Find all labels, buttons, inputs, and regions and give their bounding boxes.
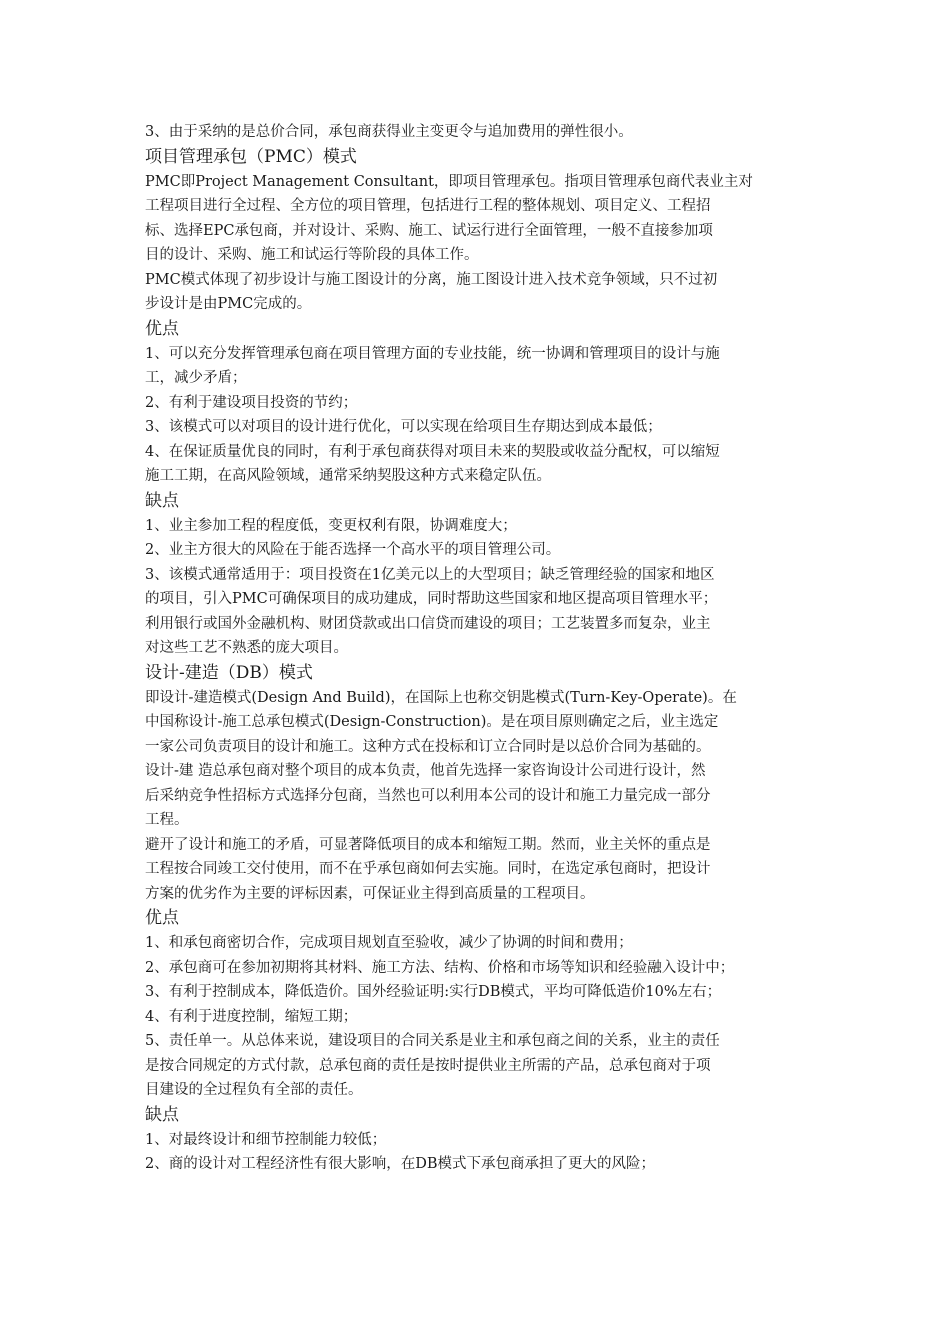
text-line: 后采纳竞争性招标方式选择分包商，当然也可以利用本公司的设计和施工力量完成一部分 — [145, 787, 711, 804]
text-line: 步设计是由PMC完成的。 — [145, 296, 312, 312]
text-line: 即设计-建造模式(Design And Build)，在国际上也称交钥匙模式(Turn-Key-Operate)。在 — [145, 689, 737, 706]
text-line: 4、在保证质量优良的同时，有利于承包商获得对项目未来的契股或收益分配权，可以缩短 — [145, 443, 720, 460]
text-line: 3、该模式可以对项目的设计进行优化，可以实现在给项目生存期达到成本最低； — [145, 419, 662, 435]
text-line: 目的设计、采购、施工和试运行等阶段的具体工作。 — [145, 247, 479, 263]
text-line: 1、业主参加工程的程度低，变更权利有限，协调难度大； — [145, 517, 517, 534]
text-line: 2、有利于建设项目投资的节约； — [145, 394, 358, 411]
text-line: 1、可以充分发挥管理承包商在项目管理方面的专业技能，统一协调和管理项目的设计与施 — [145, 345, 720, 362]
section-heading: 缺点 — [145, 1104, 179, 1125]
text-line: 利用银行或国外金融机构、财团贷款或出口信贷而建设的项目；工艺装置多而复杂，业主 — [145, 615, 711, 632]
text-line: 避开了设计和施工的矛盾，可显著降低项目的成本和缩短工期。然而，业主关怀的重点是 — [145, 836, 711, 853]
text-line: 4、有利于进度控制，缩短工期； — [145, 1008, 358, 1025]
text-line: PMC模式体现了初步设计与施工图设计的分离，施工图设计进入技术竞争领域，只不过初 — [145, 271, 718, 288]
text-line: 是按合同规定的方式付款，总承包商的责任是按时提供业主所需的产品，总承包商对于项 — [145, 1057, 711, 1074]
text-line: 工，减少矛盾； — [145, 370, 247, 386]
text-line: 中国称设计-施工总承包模式(Design-Construction)。是在项目原则确定之后，业主选定 — [145, 714, 719, 730]
text-line: 2、业主方很大的风险在于能否选择一个高水平的项目管理公司。 — [145, 542, 561, 558]
text-line: 施工工期，在高风险领域，通常采纳契股这种方式来稳定队伍。 — [145, 468, 551, 484]
text-line: 目建设的全过程负有全部的责任。 — [145, 1082, 363, 1098]
text-line: 工程项目进行全过程、全方位的项目管理，包括进行工程的整体规划、项目定义、工程招 — [145, 198, 711, 214]
text-line: 对这些工艺不熟悉的庞大项目。 — [145, 640, 348, 656]
text-line: 3、由于采纳的是总价合同，承包商获得业主变更令与追加费用的弹性很小。 — [145, 124, 633, 140]
text-line: 2、承包商可在参加初期将其材料、施工方法、结构、价格和市场等知识和经验融入设计中； — [145, 959, 735, 976]
text-line: PMC即Project Management Consultant，即项目管理承包。指项目管理承包商代表业主对 — [145, 173, 753, 190]
text-line: 工程。 — [145, 812, 189, 828]
text-line: 1、对最终设计和细节控制能力较低； — [145, 1131, 387, 1148]
text-line: 5、责任单一。从总体来说，建设项目的合同关系是业主和承包商之间的关系，业主的责任 — [145, 1033, 720, 1049]
section-heading: 优点 — [145, 908, 179, 928]
text-line: 标、选择EPC承包商，并对设计、采购、施工、试运行进行全面管理，一般不直接参加项 — [145, 222, 713, 239]
text-line: 的项目，引入PMC可确保项目的成功建成，同时帮助这些国家和地区提高项目管理水平； — [145, 591, 718, 607]
text-line: 一家公司负责项目的设计和施工。这种方式在投标和订立合同时是以总价合同为基础的。 — [145, 738, 711, 755]
text-line: 方案的优劣作为主要的评标因素，可保证业主得到高质量的工程项目。 — [145, 885, 595, 902]
text-line: 工程按合同竣工交付使用，而不在乎承包商如何去实施。同时，在选定承包商时，把设计 — [145, 861, 711, 877]
section-heading: 缺点 — [145, 490, 179, 511]
section-heading: 设计-建造（DB）模式 — [145, 662, 313, 683]
text-line: 3、有利于控制成本，降低造价。国外经验证明:实行DB模式，平均可降低造价10%左右； — [145, 984, 722, 1000]
section-heading: 优点 — [145, 318, 179, 339]
text-line: 1、和承包商密切合作，完成项目规划直至验收，减少了协调的时间和费用； — [145, 935, 633, 951]
text-line: 3、该模式通常适用于：项目投资在1亿美元以上的大型项目；缺乏管理经验的国家和地区 — [145, 566, 715, 583]
section-heading: 项目管理承包（PMC）模式 — [145, 146, 357, 167]
text-line: 设计-建 造总承包商对整个项目的成本负责，他首先选择一家咨询设计公司进行设计，然 — [145, 763, 706, 779]
text-line: 2、商的设计对工程经济性有很大影响，在DB模式下承包商承担了更大的风险； — [145, 1156, 656, 1172]
